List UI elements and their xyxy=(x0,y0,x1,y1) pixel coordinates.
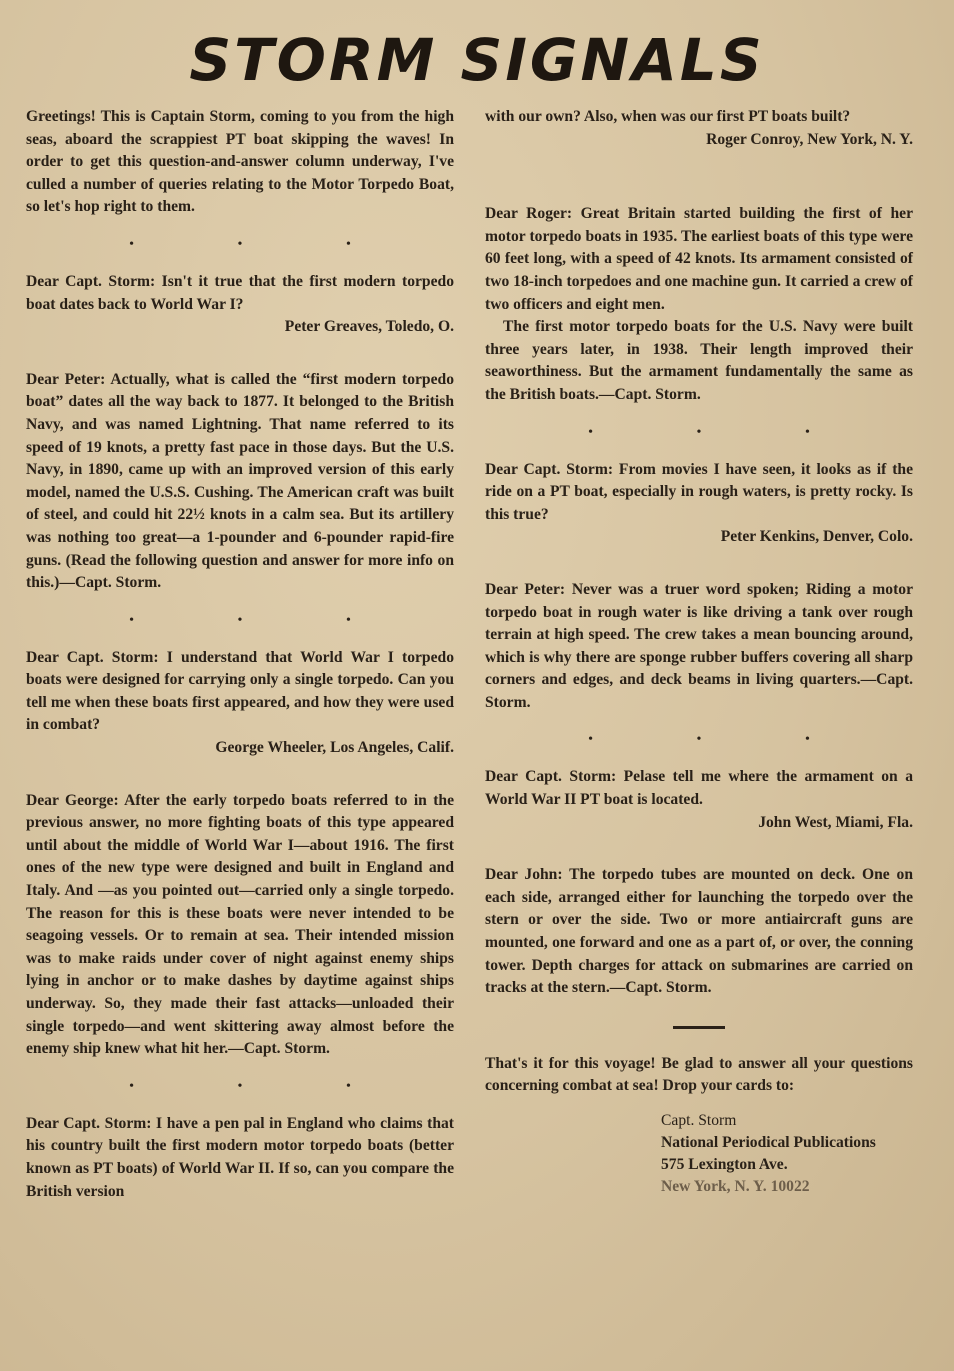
question-3-continued: with our own? Also, when was our first PT boats built? xyxy=(485,108,851,125)
question-3-signature: Roger Conroy, New York, N. Y. xyxy=(706,130,913,148)
address-line: 575 Lexington Ave. xyxy=(661,1156,788,1173)
page-title: STORM SIGNALS xyxy=(189,26,765,94)
question-2-signature: George Wheeler, Los Angeles, Calif. xyxy=(215,739,454,757)
question-4: Dear Capt. Storm: From movies I have seen, it looks as if the ride on a PT boat, especially in rough waters, is pretty rocky. Is this true? xyxy=(485,460,913,523)
left-column xyxy=(26,106,454,1203)
closing-paragraph: That's it for this voyage! Be glad to answer all your questions concerning combat at sea! Drop your cards to: xyxy=(485,1054,913,1095)
question-5-signature: John West, Miami, Fla. xyxy=(758,813,913,831)
answer-3-paragraph-2: The first motor torpedo boats for the U.S. Navy were built three years later, in 1938. Their length improved their seaworthiness. But the armament fundamentally the same as the British boats.—Capt. Storm. xyxy=(485,318,913,403)
address-line: National Periodical Publications xyxy=(661,1134,876,1151)
separator-dots: • • • xyxy=(129,612,401,628)
separator-dots: • • • xyxy=(129,1078,401,1094)
intro-paragraph: Greetings! This is Captain Storm, coming to you from the high seas, aboard the scrappiest PT boat skipping the waves! In order to get this question-and-answer column underway, I've culled a number of queries relating to the Motor Torpedo Boat, so let's hop right to them. xyxy=(26,108,454,216)
answer-4: Dear Peter: Never was a truer word spoken; Riding a motor torpedo boat in rough water is like driving a tank over rough terrain at high speed. The crew takes a mean bouncing around, which is why there are sponge rubber buffers covering all sharp corners and edges, and deck beams in living quarters.—Capt. Storm. xyxy=(485,580,913,711)
question-5: Dear Capt. Storm: Pelase tell me where the armament on a World War II PT boat is located. xyxy=(485,768,913,809)
answer-2: Dear George: After the early torpedo boats referred to in the previous answer, no more fighting boats of this type appeared until about the middle of World War I—about 1916. The first ones of the new type were designed and built in England and Italy. And —as you pointed out—carried only a single torpedo. The reason for this is these boats were never intended to be seagoing vessels. Or to remain at sea. Their intended mission was to make raids under cover of night against enemy ships lying in anchor or to make dashes by daytime against ships underway. So, they made their fast attacks—unloaded their single torpedo—and went skittering away almost before the enemy ship knew what hit her.—Capt. Storm. xyxy=(26,791,454,1058)
question-1: Dear Capt. Storm: Isn't it true that the first modern torpedo boat dates back to World War I? xyxy=(26,272,454,313)
question-4-signature: Peter Kenkins, Denver, Colo. xyxy=(720,528,913,546)
question-3: Dear Capt. Storm: I have a pen pal in England who claims that his country built the first modern motor torpedo boats (better known as PT boats) of World War II. If so, can you compare the British version xyxy=(26,1114,454,1200)
address-line: Capt. Storm xyxy=(661,1112,737,1129)
address-line: New York, N. Y. 10022 xyxy=(661,1178,810,1195)
answer-1: Dear Peter: Actually, what is called the “first modern torpedo boat” dates all the way back to 1877. It belonged to the British Navy, and was named Lightning. That name referred to its speed of 19 knots, a pretty fast pace in those days. But the U.S. Navy, in 1890, came up with an improved version of this early model, named the U.S.S. Cushing. The American craft was built of steel, and could hit 22½ knots in a calm sea. But its artillery was nothing too great—a 1-pounder and 6-pounder rapid-fire guns. (Read the following question and answer for more info on this.)—Capt. Storm. xyxy=(26,370,454,592)
question-1-signature: Peter Greaves, Toledo, O. xyxy=(284,318,454,336)
separator-dots: • • • xyxy=(129,236,401,252)
separator-dots: • • • xyxy=(588,732,860,748)
question-2: Dear Capt. Storm: I understand that World War I torpedo boats were designed for carrying only a single torpedo. Can you tell me when these boats first appeared, and how they were used in combat? xyxy=(26,648,454,734)
mailing-address xyxy=(661,1110,913,1198)
right-column xyxy=(485,106,913,1198)
answer-3-paragraph-1: Dear Roger: Great Britain started building the first of her motor torpedo boats in 1935. The earliest boats of this type were 60 feet long, with a speed of 42 knots. Its armament consisted of two 18-inch torpedoes and one machine gun. It carried a crew of two officers and eight men. xyxy=(485,205,913,313)
answer-5: Dear John: The torpedo tubes are mounted on deck. One on each side, arranged either for launching the torpedo over the stern or over the side. Two or more antiaircraft guns are mounted, one forward and one as a part of, or over, the conning tower. Depth charges for attack on submarines are carried on tracks at the stern.—Capt. Storm. xyxy=(485,866,913,997)
separator-dots: • • • xyxy=(588,424,860,440)
